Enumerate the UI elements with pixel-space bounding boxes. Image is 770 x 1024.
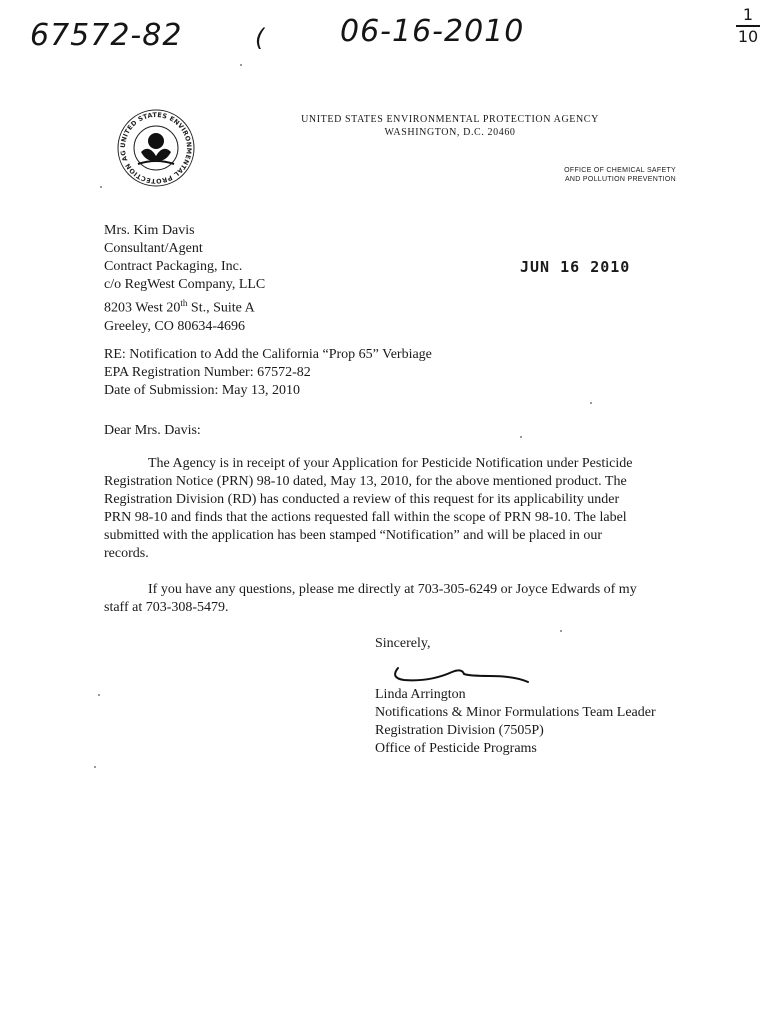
signature-block (375, 686, 656, 758)
recipient-address (104, 222, 265, 336)
signatory-name: Linda Arrington (375, 687, 466, 702)
epa-seal-icon (116, 108, 196, 188)
page-denominator: 10 (737, 27, 759, 46)
body-paragraph-2 (104, 581, 704, 617)
reference-subject: RE: Notification to Add the California “Prop 65” Verbiage (104, 347, 432, 362)
scan-speck (590, 402, 592, 404)
date-stamp: JUN 16 2010 (520, 258, 631, 276)
signatory-office: Office of Pesticide Programs (375, 741, 537, 756)
closing: Sincerely, (375, 636, 431, 651)
paragraph-line: The Agency is in receipt of your Application for Pesticide Notification under Pesticide (148, 456, 633, 471)
body-paragraph-1 (104, 455, 704, 563)
recipient-name: Mrs. Kim Davis (104, 223, 195, 238)
reference-submission-date: Date of Submission: May 13, 2010 (104, 383, 300, 398)
paragraph-line: Registration Division (RD) has conducted a review of this request for its applicability under (104, 492, 620, 507)
recipient-company: Contract Packaging, Inc. (104, 259, 243, 274)
reference-registration: EPA Registration Number: 67572-82 (104, 365, 311, 380)
recipient-care-of: c/o RegWest Company, LLC (104, 277, 266, 292)
signatory-division: Registration Division (7505P) (375, 723, 544, 738)
handwritten-page-count (736, 6, 760, 46)
paragraph-line: Registration Notice (PRN) 98-10 dated, May 13, 2010, for the above mentioned product. The (104, 474, 627, 489)
street-ordinal: th (180, 298, 188, 308)
reference-block (104, 346, 432, 400)
recipient-title: Consultant/Agent (104, 241, 203, 256)
paragraph-line: records. (104, 546, 149, 561)
paragraph-line: PRN 98-10 and finds that the actions requested fall within the scope of PRN 98-10. The label (104, 510, 627, 525)
scan-speck (520, 436, 522, 438)
recipient-street (104, 294, 265, 318)
office-line-2: AND POLLUTION PREVENTION (564, 176, 676, 183)
handwritten-paren: ( (255, 24, 266, 52)
office-line-1: OFFICE OF CHEMICAL SAFETY (564, 167, 676, 174)
office-header (564, 166, 676, 184)
scan-speck (560, 630, 562, 632)
salutation: Dear Mrs. Davis: (104, 423, 201, 438)
recipient-city: Greeley, CO 80634-4696 (104, 318, 246, 334)
scan-speck (240, 64, 242, 66)
scan-speck (98, 694, 100, 696)
handwritten-registration-number: 67572-82 (30, 18, 183, 53)
epa-seal-logo (116, 108, 196, 188)
scan-speck (94, 766, 96, 768)
signatory-title: Notifications & Minor Formulations Team Leader (375, 705, 656, 720)
page-numerator: 1 (742, 5, 754, 24)
agency-city: WASHINGTON, D.C. 20460 (384, 127, 516, 138)
scan-speck (100, 186, 102, 188)
paragraph-line: If you have any questions, please me directly at 703-305-6249 or Joyce Edwards of my (148, 582, 637, 597)
agency-name: UNITED STATES ENVIRONMENTAL PROTECTION AGENCY (301, 114, 599, 125)
seal-text: UNITED STATES ENVIRONMENTAL PROTECTION AG (118, 110, 194, 186)
paragraph-line: submitted with the application has been stamped “Notification” and will be placed in our (104, 528, 603, 543)
street-suffix: St., Suite A (187, 300, 255, 316)
handwritten-date: 06-16-2010 (340, 14, 525, 49)
street-number: 8203 West 20 (104, 300, 181, 316)
paragraph-line: staff at 703-308-5479. (104, 600, 229, 615)
agency-header (280, 113, 620, 139)
